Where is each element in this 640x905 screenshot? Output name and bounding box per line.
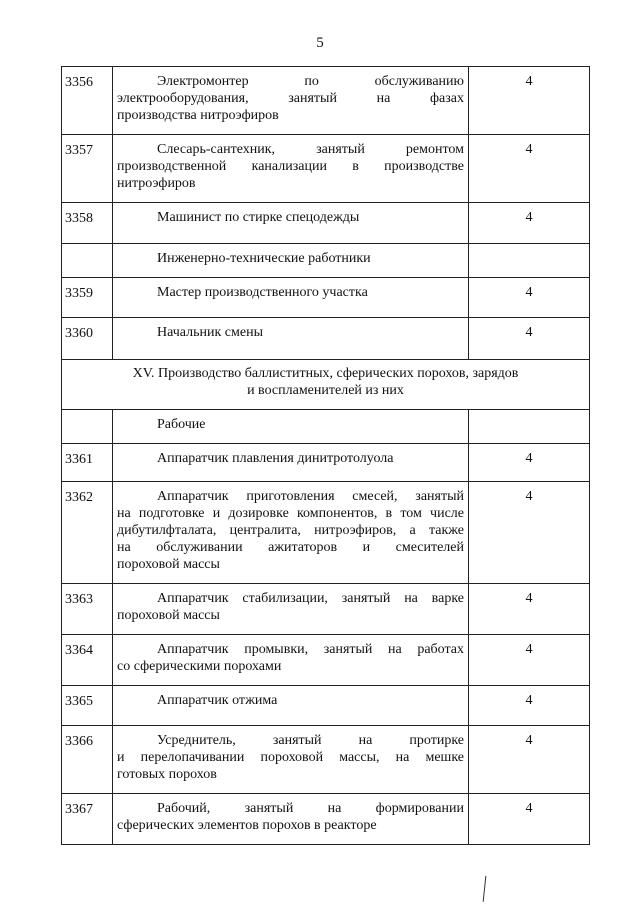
grade-value: 4	[469, 444, 590, 482]
profession-text-line: со сферическими порохами	[117, 659, 282, 674]
table-row	[62, 686, 590, 726]
profession-name	[113, 726, 469, 794]
profession-text-line: Мастер производственного участка	[157, 285, 368, 300]
profession-name	[113, 635, 469, 686]
profession-text-line: Рабочий, занятый на формировании	[157, 801, 464, 816]
empty-cell	[62, 410, 113, 444]
profession-name	[113, 444, 469, 482]
subheader-row	[62, 410, 590, 444]
profession-text-line: Слесарь-сантехник, занятый ремонтом	[157, 142, 464, 157]
grade-value: 4	[469, 635, 590, 686]
profession-name	[113, 135, 469, 203]
grade-value: 4	[469, 135, 590, 203]
profession-text-line: Аппаратчик приготовления смесей, занятый	[157, 489, 464, 504]
empty-cell	[469, 410, 590, 444]
section-heading-line: и воспламенителей из них	[247, 383, 404, 398]
row-number: 3365	[62, 686, 113, 726]
profession-text-line: Начальник смены	[157, 325, 263, 340]
table-row	[62, 726, 590, 794]
grade-value: 4	[469, 318, 590, 360]
profession-text-line: Аппаратчик стабилизации, занятый на варке	[157, 591, 464, 606]
table-row	[62, 318, 590, 360]
table-row	[62, 278, 590, 318]
profession-text-line: и перелопачивании пороховой массы, на мешке	[117, 750, 464, 765]
section-heading	[62, 360, 590, 410]
profession-name	[113, 794, 469, 845]
grade-value: 4	[469, 584, 590, 635]
row-number: 3367	[62, 794, 113, 845]
profession-text-line: электрооборудования, занятый на фазах	[117, 91, 464, 106]
row-number: 3361	[62, 444, 113, 482]
profession-text-line: Аппаратчик промывки, занятый на работах	[157, 642, 464, 657]
profession-text-line: дибутилфталата, централита, нитроэфиров, а также	[117, 523, 464, 538]
profession-text-line: производства нитроэфиров	[117, 108, 279, 123]
row-number: 3356	[62, 67, 113, 135]
profession-name	[113, 67, 469, 135]
row-number: 3364	[62, 635, 113, 686]
profession-text-line: сферических элементов порохов в реакторе	[117, 818, 377, 833]
table-row	[62, 794, 590, 845]
row-number: 3366	[62, 726, 113, 794]
profession-text-line: на подготовке и дозировке компонентов, в том числе	[117, 506, 464, 521]
grade-value: 4	[469, 203, 590, 244]
grade-value: 4	[469, 726, 590, 794]
row-number: 3357	[62, 135, 113, 203]
profession-name	[113, 318, 469, 360]
profession-name	[113, 278, 469, 318]
row-number: 3359	[62, 278, 113, 318]
profession-name	[113, 584, 469, 635]
grade-value: 4	[469, 278, 590, 318]
table-row	[62, 203, 590, 244]
table-row	[62, 482, 590, 584]
profession-text-line: пороховой массы	[117, 608, 220, 623]
profession-table	[61, 66, 590, 845]
profession-text-line: готовых порохов	[117, 767, 217, 782]
grade-value: 4	[469, 794, 590, 845]
table-row	[62, 635, 590, 686]
section-heading-line: XV. Производство баллиститных, сферических порохов, зарядов	[132, 366, 519, 381]
profession-name	[113, 686, 469, 726]
table-row	[62, 135, 590, 203]
profession-name	[113, 203, 469, 244]
grade-value: 4	[469, 686, 590, 726]
row-number: 3362	[62, 482, 113, 584]
category-heading	[113, 244, 469, 278]
section-header-row	[62, 360, 590, 410]
profession-text-line: Электромонтер по обслуживанию	[157, 74, 464, 89]
category-heading-text: Рабочие	[157, 417, 206, 432]
table-row	[62, 444, 590, 482]
grade-value: 4	[469, 482, 590, 584]
profession-text-line: пороховой массы	[117, 557, 220, 572]
row-number: 3363	[62, 584, 113, 635]
scan-mark	[483, 876, 489, 902]
category-heading-text: Инженерно-технические работники	[157, 251, 371, 266]
category-heading	[113, 410, 469, 444]
profession-text-line: Усреднитель, занятый на протирке	[157, 733, 464, 748]
grade-value: 4	[469, 67, 590, 135]
profession-text-line: на обслуживании ажитаторов и смесителей	[117, 540, 464, 555]
subheader-row	[62, 244, 590, 278]
empty-cell	[469, 244, 590, 278]
profession-text-line: Аппаратчик отжима	[157, 693, 278, 708]
empty-cell	[62, 244, 113, 278]
profession-text-line: производственной канализации в производстве	[117, 159, 464, 174]
profession-text-line: Аппаратчик плавления динитротолуола	[157, 451, 394, 466]
table-row	[62, 67, 590, 135]
profession-name	[113, 482, 469, 584]
row-number: 3358	[62, 203, 113, 244]
profession-text-line: Машинист по стирке спецодежды	[157, 210, 360, 225]
profession-text-line: нитроэфиров	[117, 176, 196, 191]
row-number: 3360	[62, 318, 113, 360]
page-number: 5	[316, 35, 324, 51]
table-row	[62, 584, 590, 635]
